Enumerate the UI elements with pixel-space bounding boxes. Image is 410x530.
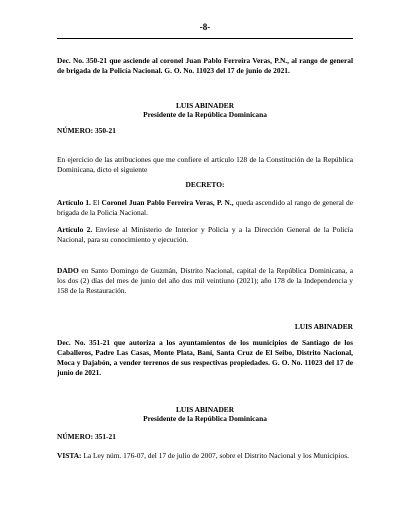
article-2-text: Envíese al Ministerio de Interior y Policía y a la Dirección General de la Policía Nacional, para su conocimiento y ejecución. <box>57 225 353 244</box>
dado-paragraph <box>57 266 353 296</box>
article-1-label: Artículo 1. <box>57 198 91 207</box>
signer-name-351: LUIS ABINADER <box>175 405 235 414</box>
decree-351-summary: Dec. No. 351-21 que autoriza a los ayuntamientos de los municipios de Santiago de los Caballeros, Padre Las Casas, Monte Plata, Baní, Santa Cruz de El Seibo, Distrito Nacional, Moca y Dajabón, a vender terrenos de sus respectivas propiedades. G. O. No. 11023 del 17 de junio de 2021. <box>57 338 353 377</box>
header-rule <box>57 38 353 39</box>
signer-title-351: Presidente de la República Dominicana <box>143 414 267 423</box>
article-2-label: Artículo 2. <box>57 225 93 234</box>
decree-number-351: NÚMERO: 351-21 <box>57 432 116 441</box>
page-number: -8- <box>199 22 211 32</box>
vista-paragraph <box>57 451 353 461</box>
vista-label: VISTA: <box>57 451 82 460</box>
article-2 <box>57 225 353 245</box>
signer-title-350: Presidente de la República Dominicana <box>143 110 267 119</box>
closing-signature: LUIS ABINADER <box>294 322 353 331</box>
decree-heading: DECRETO: <box>185 180 225 189</box>
article-1-pre: El <box>90 198 102 207</box>
dado-text: en Santo Domingo de Guzmán, Distrito Nacional, capital de la República Dominicana, a los dos (2) días del mes de junio del año dos mil veintiuno (2021); año 178 de la Independencia y 158 de la Restauración. <box>57 266 353 295</box>
decree-number-350: NÚMERO: 350-21 <box>57 126 116 135</box>
signer-name-350: LUIS ABINADER <box>175 101 235 110</box>
article-1-text: queda ascendido al rango de general de brigada de la Policía Nacional. <box>57 198 353 217</box>
article-1 <box>57 198 353 218</box>
preamble-350: En ejercicio de las atribuciones que me confiere el artículo 128 de la Constitución de la República Dominicana, dicto el siguiente <box>57 155 353 174</box>
decree-350-summary: Dec. No. 350-21 que asciende al coronel Juan Pablo Ferreira Veras, P.N., al rango de general de brigada de la Policía Nacional. G. O. No. 11023 del 17 de junio de 2021. <box>57 56 353 75</box>
article-1-name: Coronel Juan Pablo Ferreira Veras, P. N., <box>101 198 234 207</box>
dado-label: DADO <box>57 266 79 275</box>
vista-text: La Ley núm. 176-07, del 17 de julio de 2007, sobre el Distrito Nacional y los Municipios. <box>81 451 349 460</box>
